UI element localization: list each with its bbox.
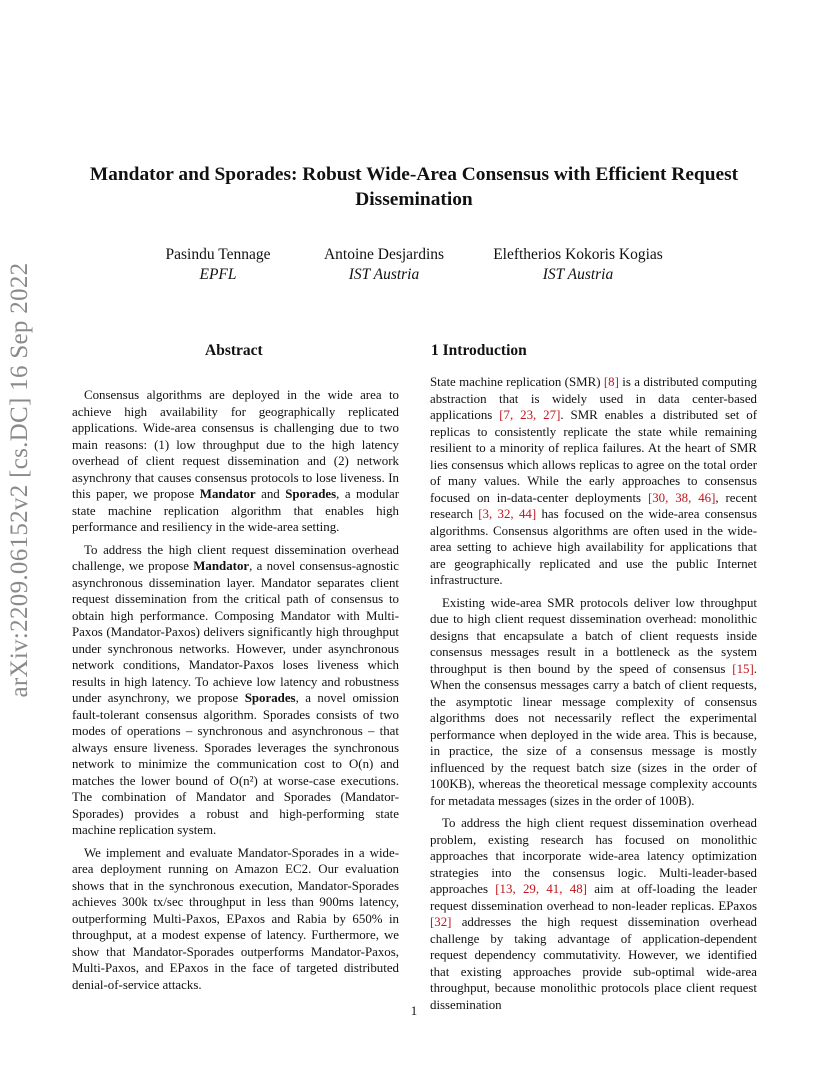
text-run: Consensus algorithms are deployed in the wide area to achieve high availability for geographically replicated applications. Wide-area consensus is challenging due to two main reasons: (1) low throughput due to the high latency overhead of client request dissemination and (2) network asynchrony that causes consensus protocols to lose liveness. In this paper, we propose — [72, 388, 399, 501]
citation-link[interactable]: [30, 38, 46] — [647, 490, 716, 505]
text-run: , a novel consensus-agnostic asynchronous dissemination layer. Mandator separates client request dissemination from the critical path of consensus to obtain high performance. Composing Mandator with Multi-Paxos (Mandator-Paxos) delivers significantly high throughput under synchronous networks. However, under asynchronous network conditions, Mandator-Paxos loses liveness which results in high latency. To achieve low latency and robustness under asynchrony, we propose — [72, 559, 400, 705]
text-run: has focused on the wide-area consensus algorithms. Consensus algorithms are often used in the wide-area setting to achieve high availability for applications that are geographically replicated and use the public Internet infrastructure. — [430, 507, 758, 587]
author-1 — [148, 245, 288, 285]
intro-paragraph-2 — [430, 595, 757, 810]
text-run: . SMR enables a distributed set of replicas to consistently replicate the state while remaining resilient to a minority of replica failures. At the heart of SMR lies consensus which allows replicas to agree on the total order of many values. While the early approaches to consensus focused on in-data-center deployments — [430, 408, 758, 505]
page-number: 1 — [410, 1004, 418, 1018]
citation-link[interactable]: [8] — [603, 375, 619, 389]
abstract-paragraph-2 — [72, 542, 399, 839]
intro-paragraph-1 — [430, 374, 757, 589]
author-name: Eleftherios Kokoris Kogias — [493, 246, 663, 263]
author-affiliation: IST Austria — [542, 266, 614, 283]
text-run: , recent research — [430, 490, 757, 521]
citation-link[interactable]: [32] — [430, 915, 452, 929]
text-run: State machine replication (SMR) — [430, 375, 604, 389]
abstract-paragraph-3: We implement and evaluate Mandator-Sporades in a wide-area deployment running on Amazon EC2. Our evaluation shows that in the synchronous execution, Mandator-Sporades achieves 300k tx/sec throughput in less than 900ms latency, outperforming Multi-Paxos, EPaxos and Rabia by 650% in throughput, at a modest expense of latency. Furthermore, we show that Mandator-Sporades outperforms Mandator-Paxos, Multi-Paxos, and EPaxos in the face of targeted distributed denial-of-service attacks. — [72, 845, 399, 992]
author-affiliation: IST Austria — [348, 266, 420, 283]
section-heading: 1 Introduction — [431, 342, 527, 359]
author-affiliation: EPFL — [199, 266, 237, 283]
abstract-paragraph-1 — [72, 387, 399, 536]
text-run: , a novel omission fault-tolerant consensus algorithm. Sporades consists of two modes of operations – synchronous and asynchronous – that always ensure liveness. Sporades leverages the synchronous network to minimize the communication cost to O(n) and matches the lower bound of O(n²) at worse-case executions. The combination of Mandator and Sporades (Mandator-Sporades) provides a robust and high-performing state machine replication system. — [72, 691, 399, 837]
abstract-heading: Abstract — [205, 342, 263, 359]
bold-term: Mandator — [193, 559, 250, 573]
abstract-body — [72, 387, 399, 999]
bold-term: Sporades — [244, 691, 296, 705]
citation-link[interactable]: [3, 32, 44] — [478, 507, 537, 521]
text-run: addresses the high request dissemination overhead challenge by taking advantage of application-dependent request dependency commutativity. However, we identified that existing approaches provide sub-optimal wide-area throughput, because monolithic protocols place client request dissemination — [430, 915, 757, 1012]
citation-link[interactable]: [7, 23, 27] — [499, 408, 561, 422]
text-run: , a modular state machine replication algorithm that enables high performance and resiliency in the wide-area setting. — [72, 487, 399, 534]
paper-title: Mandator and Sporades: Robust Wide-Area Consensus with Efficient Request Dissemination — [89, 164, 739, 210]
citation-link[interactable]: [15] — [732, 661, 754, 676]
author-name: Antoine Desjardins — [323, 246, 445, 263]
text-run: To address the high client request dissemination overhead problem, existing research has focused on monolithic approaches that incorporate wide-area latency optimization strategies into the consensus logic. Multi-leader-based approaches — [430, 816, 757, 896]
text-run: . When the consensus messages carry a batch of client requests, the asymptotic linear message complexity of consensus algorithms does not necessarily reflect the experimental performance when deployed in the wide area. This is because, in practice, the size of a consensus message is mostly influenced by the request batch size (sizes in the order of 100KB), whereas the theoretical message complexity accounts for metadata messages (sizes in the order of 100B). — [430, 661, 757, 808]
bold-term: Sporades — [285, 487, 337, 501]
author-2 — [304, 245, 464, 285]
arxiv-identifier: arXiv:2209.06152v2 [cs.DC] 16 Sep 2022 — [6, 262, 33, 698]
text-run: is a distributed computing abstraction that is widely used in data center-based applications — [430, 375, 757, 422]
author-name: Pasindu Tennage — [165, 246, 271, 263]
intro-paragraph-3 — [430, 815, 757, 1013]
text-run: Existing wide-area SMR protocols deliver low throughput due to high client request dissemination overhead: monolithic designs that encapsulate a batch of client requests inside consensus messages result in a bottleneck as the system throughput is then bound by the speed of consensus — [430, 595, 757, 676]
text-run: aim at off-loading the leader request dissemination overhead to non-leader replicas. EPaxos — [430, 882, 758, 913]
bold-term: Mandator — [199, 487, 256, 501]
citation-link[interactable]: [13, 29, 41, 48] — [495, 882, 587, 896]
author-3 — [474, 245, 682, 285]
introduction-body — [430, 374, 757, 1019]
text-run: and — [255, 487, 286, 501]
text-run: To address the high client request dissemination overhead challenge, we propose — [72, 542, 399, 573]
